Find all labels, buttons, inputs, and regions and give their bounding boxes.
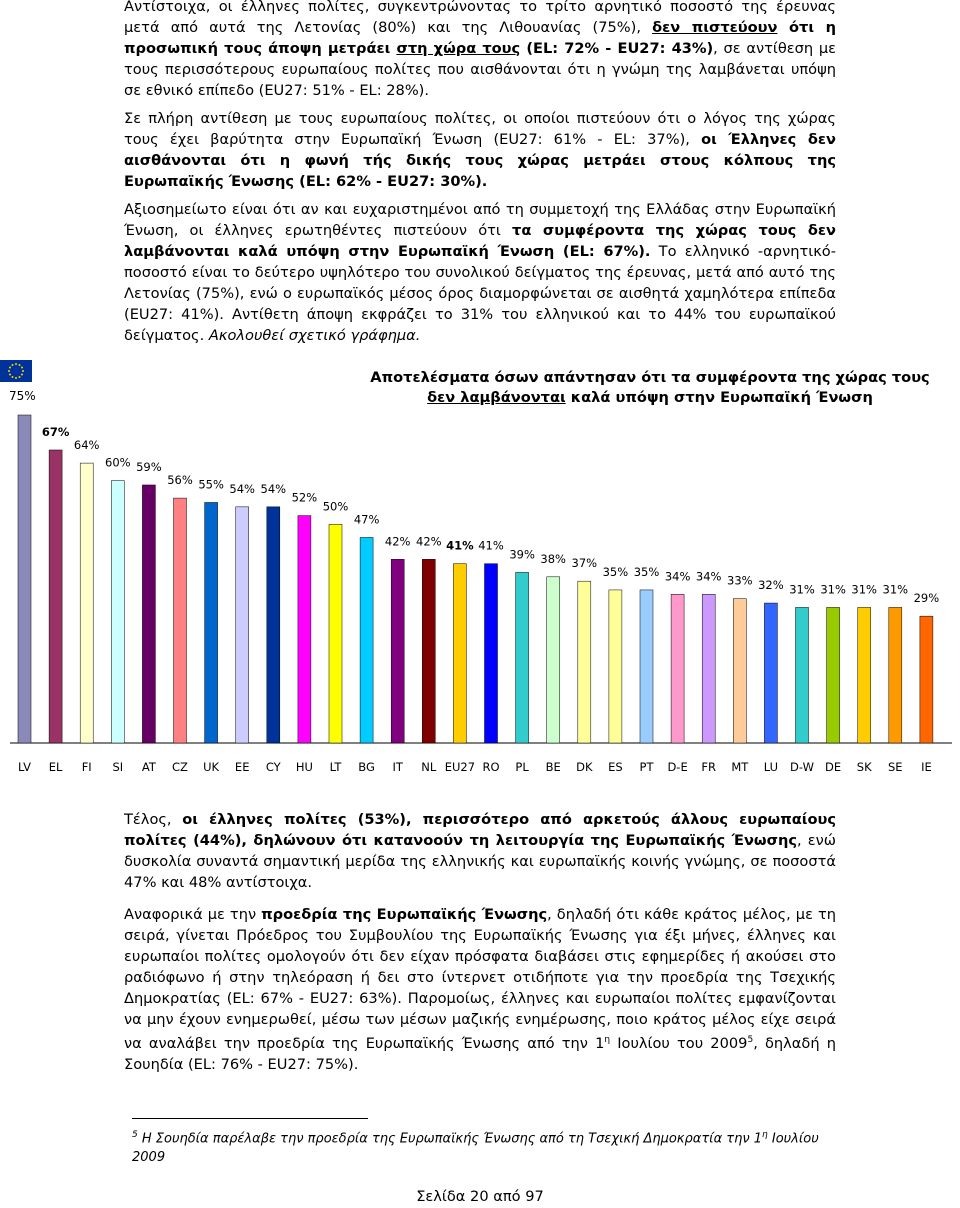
bar-DE (827, 607, 840, 743)
paragraph-1: Αντίστοιχα, οι έλληνες πολίτες, συγκεντρώνοντας το τρίτο αρνητικό ποσοστό της έρευνας μετά από αυτά της Λετονίας (80%) και της Λιθουανίας (75%), δεν πιστεύουν ότι η προσωπική τους άποψη μετράει στη χώρα τους (EL: 72% - EU27: 43%), σε αντίθεση με τους περισσότερους ευρωπαίους πολίτες που αισθάνονται ότι η γνώμη της λαμβάνεται υπόψη σε εθνικό επίπεδο (EU27: 51% - EL: 28%). (124, 0, 837, 99)
data-label-BE: 38% (540, 551, 566, 566)
tick-label-BE: BE (545, 760, 561, 774)
data-label-HU: 52% (291, 490, 318, 505)
tick-label-LU: LU (763, 760, 779, 774)
chart-plot (0, 360, 960, 810)
data-label-MT: 33% (727, 573, 753, 588)
bar-MT (733, 599, 746, 743)
tick-label-EE: EE (234, 760, 250, 774)
tick-label-HU: HU (295, 760, 313, 774)
data-label-CY: 54% (260, 481, 287, 496)
data-label-DE: 31% (820, 582, 846, 597)
bar-EE (236, 507, 249, 743)
bar-chart (0, 360, 960, 810)
tick-label-FI: FI (81, 760, 92, 774)
bar-LT (329, 524, 342, 743)
bar-D-W (796, 607, 809, 743)
bar-SE (889, 607, 902, 743)
data-label-FI: 64% (73, 438, 100, 453)
bar-SI (111, 481, 124, 743)
tick-label-SI: SI (112, 760, 124, 774)
bar-NL (422, 559, 435, 743)
bar-BE (547, 577, 560, 743)
bar-SK (858, 607, 871, 743)
data-label-EU27: 41% (446, 538, 474, 553)
data-label-LT: 50% (322, 499, 349, 514)
data-label-PL: 39% (509, 547, 535, 562)
data-label-BG: 47% (353, 512, 380, 527)
bar-PT (640, 590, 653, 743)
bar-IE (920, 616, 933, 743)
eu-flag-icon (0, 360, 32, 382)
data-label-UK: 55% (198, 477, 224, 492)
bar-FR (702, 594, 715, 743)
tick-label-RO: RO (482, 760, 500, 774)
tick-label-SK: SK (856, 760, 872, 774)
data-label-DK: 37% (571, 556, 598, 571)
footnote-separator (132, 1118, 368, 1119)
data-label-RO: 41% (478, 538, 504, 553)
page-number: Σελίδα 20 από 97 (416, 1188, 544, 1205)
tick-label-LT: LT (329, 760, 342, 774)
bar-D-E (671, 594, 684, 743)
chart-title: Αποτελέσματα όσων απάντησαν ότι τα συμφέροντα της χώρας τους δεν λαμβάνονται καλά υπόψη στην Ευρωπαϊκή Ένωση (370, 369, 930, 406)
bar-LU (764, 603, 777, 743)
y-max-label: 75% (9, 389, 36, 403)
tick-label-FR: FR (701, 760, 717, 774)
bar-CZ (174, 498, 187, 743)
footnote: $^5$ Η Σουηδία παρέλαβε την προεδρία της Ευρωπαϊκής Ένωσης από τη Τσεχική Δημοκρατία την $1^\eta$ Ιουλίου 2009 (132, 1130, 819, 1166)
data-label-EE: 54% (229, 481, 255, 496)
tick-label-PT: PT (639, 760, 654, 774)
data-label-NL: 42% (416, 534, 442, 549)
data-label-EL: 67% (41, 424, 70, 439)
data-label-AT: 59% (136, 459, 162, 474)
data-label-D-W: 31% (789, 582, 815, 597)
data-label-PT: 35% (633, 564, 660, 579)
paragraph-2: Σε πλήρη αντίθεση με τους ευρωπαίους πολίτες, οι οποίοι πιστεύουν ότι ο λόγος της χώρας τους έχει βαρύτητα στην Ευρωπαϊκή Ένωση (EU27: 61% - EL: 37%), οι Έλληνες δεν αισθάνονται ότι η φωνή τής δικής τους χώρας μετράει στους κόλπους της Ευρωπαϊκής Ένωσης (EL: 62% - EU27: 30%). (124, 110, 836, 190)
data-label-SE: 31% (882, 582, 909, 597)
tick-label-D-W: D-W (790, 760, 814, 774)
data-label-IT: 42% (384, 534, 411, 549)
data-label-SI: 60% (105, 455, 131, 470)
tick-label-DE: DE (825, 760, 842, 774)
bar-RO (485, 564, 498, 743)
bar-PL (516, 572, 529, 743)
bar-EU27 (453, 564, 466, 743)
tick-label-EL: EL (48, 760, 63, 774)
tick-label-LV: LV (17, 760, 32, 774)
tick-label-MT: MT (731, 760, 749, 774)
paragraph-4: Τέλος, οι έλληνες πολίτες (53%), περισσότερο από αρκετούς άλλους ευρωπαίους πολίτες (44%), δηλώνουν ότι κατανοούν τη λειτουργία της Ευρωπαϊκής Ένωσης, ενώ δυσκολία συναντά σημαντική μερίδα της ελληνικής και ευρωπαϊκής κοινής γνώμης, σε ποσοστά 47% και 48% αντίστοιχα. (124, 811, 837, 891)
bar-DK (578, 581, 591, 743)
data-label-IE: 29% (913, 591, 940, 606)
bar-ES (609, 590, 622, 743)
data-label-LU: 32% (758, 578, 784, 593)
data-label-SK: 31% (851, 582, 877, 597)
bar-UK (205, 502, 218, 743)
bar-HU (298, 516, 311, 743)
tick-label-IE: IE (921, 760, 932, 774)
tick-label-PL: PL (515, 760, 529, 774)
bar-FI (80, 463, 93, 743)
tick-label-AT: AT (141, 760, 156, 774)
paragraph-5: Αναφορικά με την προεδρία της Ευρωπαϊκής Ένωσης, δηλαδή ότι κάθε κράτος μέλος, με τη σειρά, γίνεται Πρόεδρος του Συμβουλίου της Ευρωπαϊκής Ένωσης για έξι μήνες, έλληνες και ευρωπαίοι πολίτες ομολογούν ότι δεν είχαν πρόσφατα διαβάσει στις εφημερίδες ή ακούσει στο ραδιόφωνο ή στην τηλεόραση ή δει στο ίντερνετ οτιδήποτε για την προεδρία της Τσεχικής Δημοκρατίας (EL: 67% - EU27: 63%). Παρομοίως, έλληνες και ευρωπαίοι πολίτες εμφανίζονται να μην έχουν ενημερωθεί, μέσω των μέσων μαζικής ενημέρωσης, ποιο κράτος μέλος είχε σειρά να αναλάβει την προεδρία της Ευρωπαϊκής Ένωσης από την $1^\eta$ Ιουλίου του 2009$^5$, δηλαδή η Σουηδία (EL: 76% - EU27: 75%). (124, 906, 836, 1073)
tick-label-BG: BG (358, 760, 375, 774)
data-label-ES: 35% (602, 564, 629, 579)
tick-label-CZ: CZ (172, 760, 188, 774)
tick-label-EU27: EU27 (444, 760, 476, 774)
data-label-CZ: 56% (167, 473, 193, 488)
tick-label-SE: SE (888, 760, 903, 774)
bar-BG (360, 537, 373, 743)
bar-EL (49, 450, 62, 743)
tick-label-NL: NL (421, 760, 437, 774)
tick-label-CY: CY (265, 760, 281, 774)
bar-AT (142, 485, 155, 743)
tick-label-UK: UK (203, 760, 220, 774)
tick-label-D-E: D-E (667, 760, 688, 774)
tick-label-DK: DK (576, 760, 593, 774)
bar-CY (267, 507, 280, 743)
bar-IT (391, 559, 404, 743)
paragraph-3: Αξιοσημείωτο είναι ότι αν και ευχαριστημένοι από τη συμμετοχή της Ελλάδας στην Ευρωπαϊκή Ένωση, οι έλληνες ερωτηθέντες πιστεύουν ότι τα συμφέροντα της χώρας τους δεν λαμβάνονται καλά υπόψη στην Ευρωπαϊκή Ένωση (EL: 67%). Το ελληνικό -αρνητικό- ποσοστό είναι το δεύτερο υψηλότερο του συνολικού δείγματος της έρευνας, μετά από αυτό της Λετονίας (75%), ενώ ο ευρωπαϊκός μέσος όρος διαμορφώνεται σε αισθητά χαμηλότερα επίπεδα (EU27: 41%). Αντίθετη άποψη εκφράζει το 31% του ελληνικού και το 44% του ευρωπαϊκού δείγματος. Ακολουθεί σχετικό γράφημα. (124, 201, 836, 344)
data-label-D-E: 34% (664, 569, 691, 584)
tick-label-IT: IT (392, 760, 403, 774)
data-label-FR: 34% (695, 569, 722, 584)
bar-LV (18, 415, 31, 743)
tick-label-ES: ES (608, 760, 623, 774)
